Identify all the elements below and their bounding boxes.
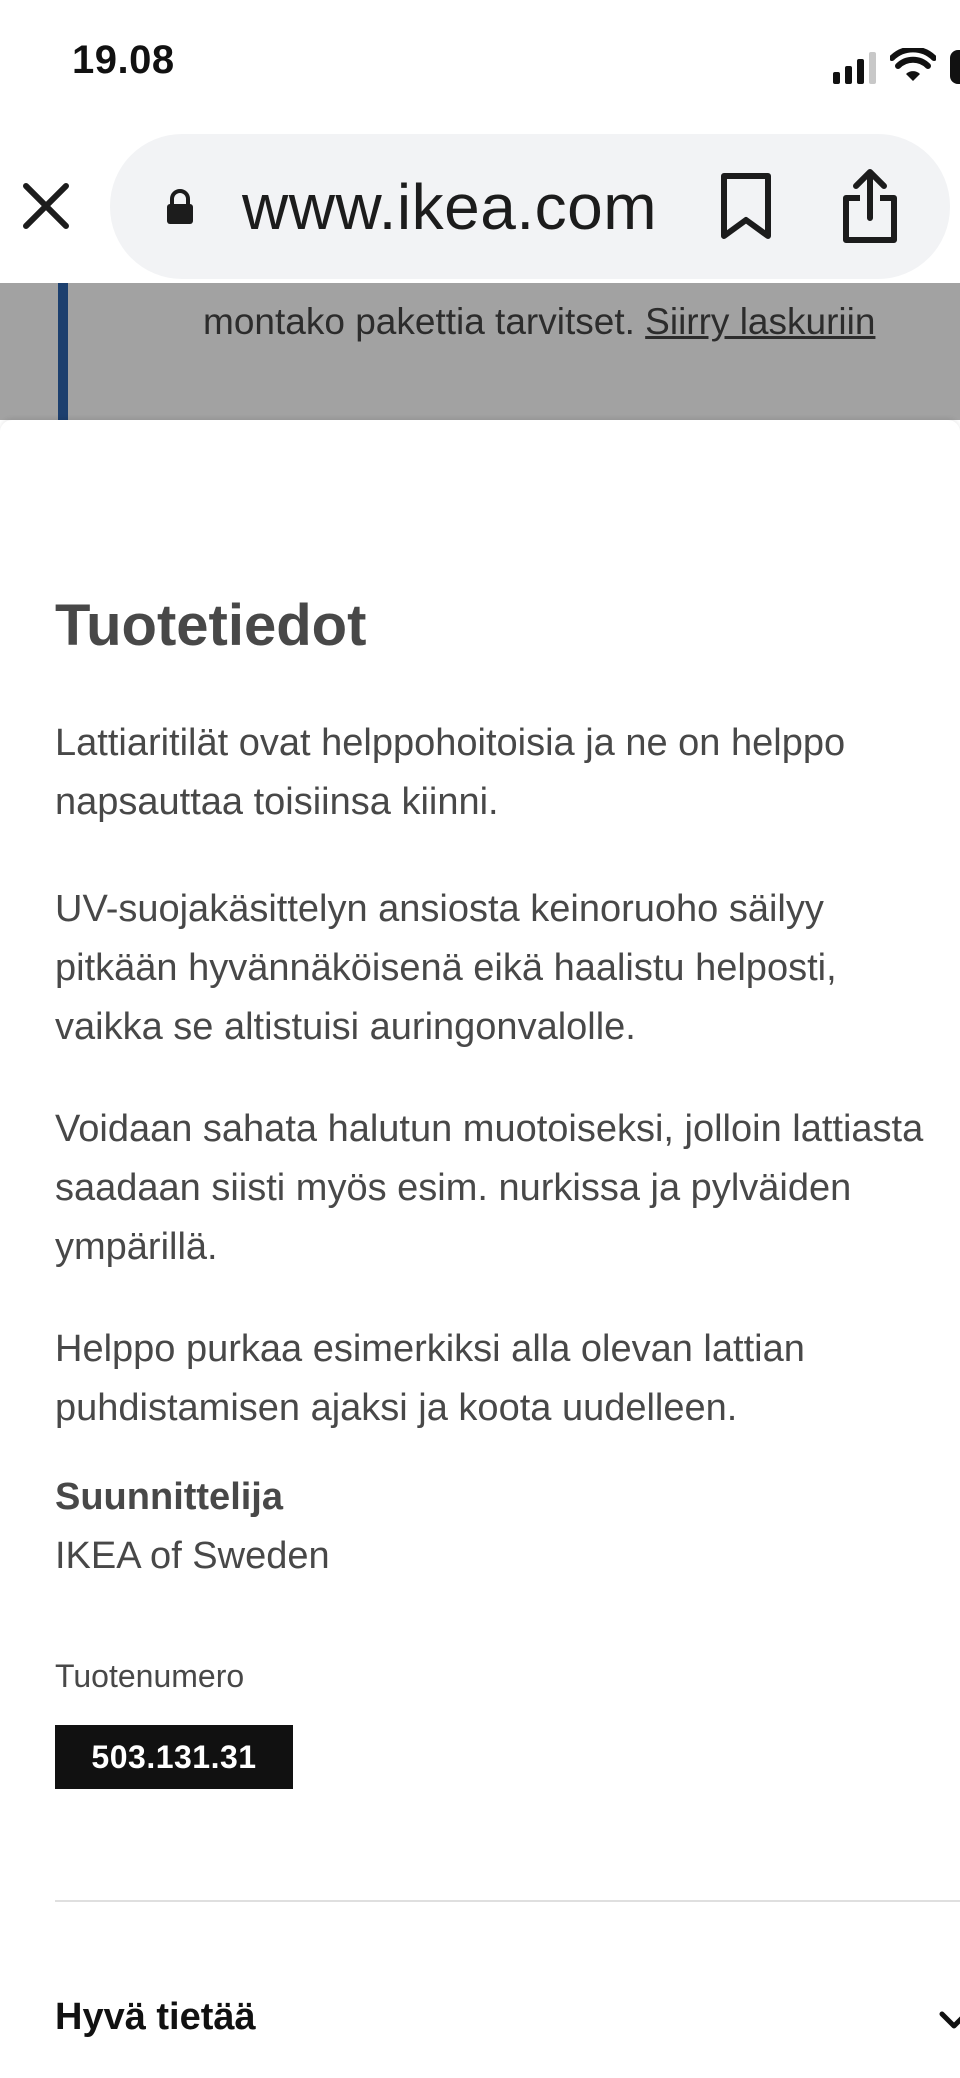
status-time: 19.08 — [72, 38, 175, 82]
wifi-icon — [890, 48, 936, 84]
product-description-paragraph: UV-suojakäsittelyn ansiosta keinoruoho säilyy pitkään hyvännäköisenä eikä haalistu helposti, vaikka se altistuisi auringonvalolle. — [55, 888, 837, 1048]
product-description-paragraph: Voidaan sahata halutun muotoiseksi, jolloin lattiasta saadaan siisti myös esim. nurkissa ja pylväiden ympärillä. — [55, 1108, 924, 1268]
battery-icon — [950, 50, 960, 84]
background-page-overlay — [0, 283, 960, 420]
status-icons — [833, 44, 960, 84]
close-button[interactable] — [14, 174, 78, 238]
bookmark-button[interactable] — [714, 172, 778, 242]
designer-label: Suunnittelija — [55, 1476, 283, 1518]
good-to-know-label: Hyvä tietää — [55, 1996, 256, 2038]
good-to-know-accordion[interactable] — [55, 1988, 960, 2058]
background-notice-text: montako pakettia tarvitset. — [203, 301, 635, 342]
notice-accent-bar — [58, 283, 68, 420]
product-number-badge: 503.131.31 — [55, 1725, 293, 1789]
background-notice — [203, 293, 903, 351]
share-icon — [838, 168, 902, 244]
url-text: www.ikea.com — [242, 171, 657, 243]
product-description-paragraph: Lattiaritilät ovat helppohoitoisia ja ne on helppo napsauttaa toisiinsa kiinni. — [55, 722, 846, 823]
share-button[interactable] — [838, 168, 902, 244]
status-bar — [0, 0, 960, 130]
close-icon — [14, 174, 78, 238]
section-divider — [55, 1900, 960, 1902]
signal-icon — [833, 50, 876, 84]
chevron-down-icon — [934, 2000, 960, 2040]
sheet-title: Tuotetiedot — [55, 593, 367, 658]
address-bar[interactable] — [110, 134, 950, 279]
product-details-sheet — [0, 420, 960, 2078]
product-number-label: Tuotenumero — [55, 1658, 245, 1694]
product-description-paragraph: Helppo purkaa esimerkiksi alla olevan lattian puhdistamisen ajaksi ja koota uudelleen. — [55, 1328, 805, 1429]
lock-icon — [164, 188, 196, 226]
designer-value: IKEA of Sweden — [55, 1535, 330, 1577]
browser-toolbar — [0, 130, 960, 283]
bookmark-icon — [714, 172, 778, 242]
calculator-link[interactable]: Siirry laskuriin — [645, 301, 876, 342]
